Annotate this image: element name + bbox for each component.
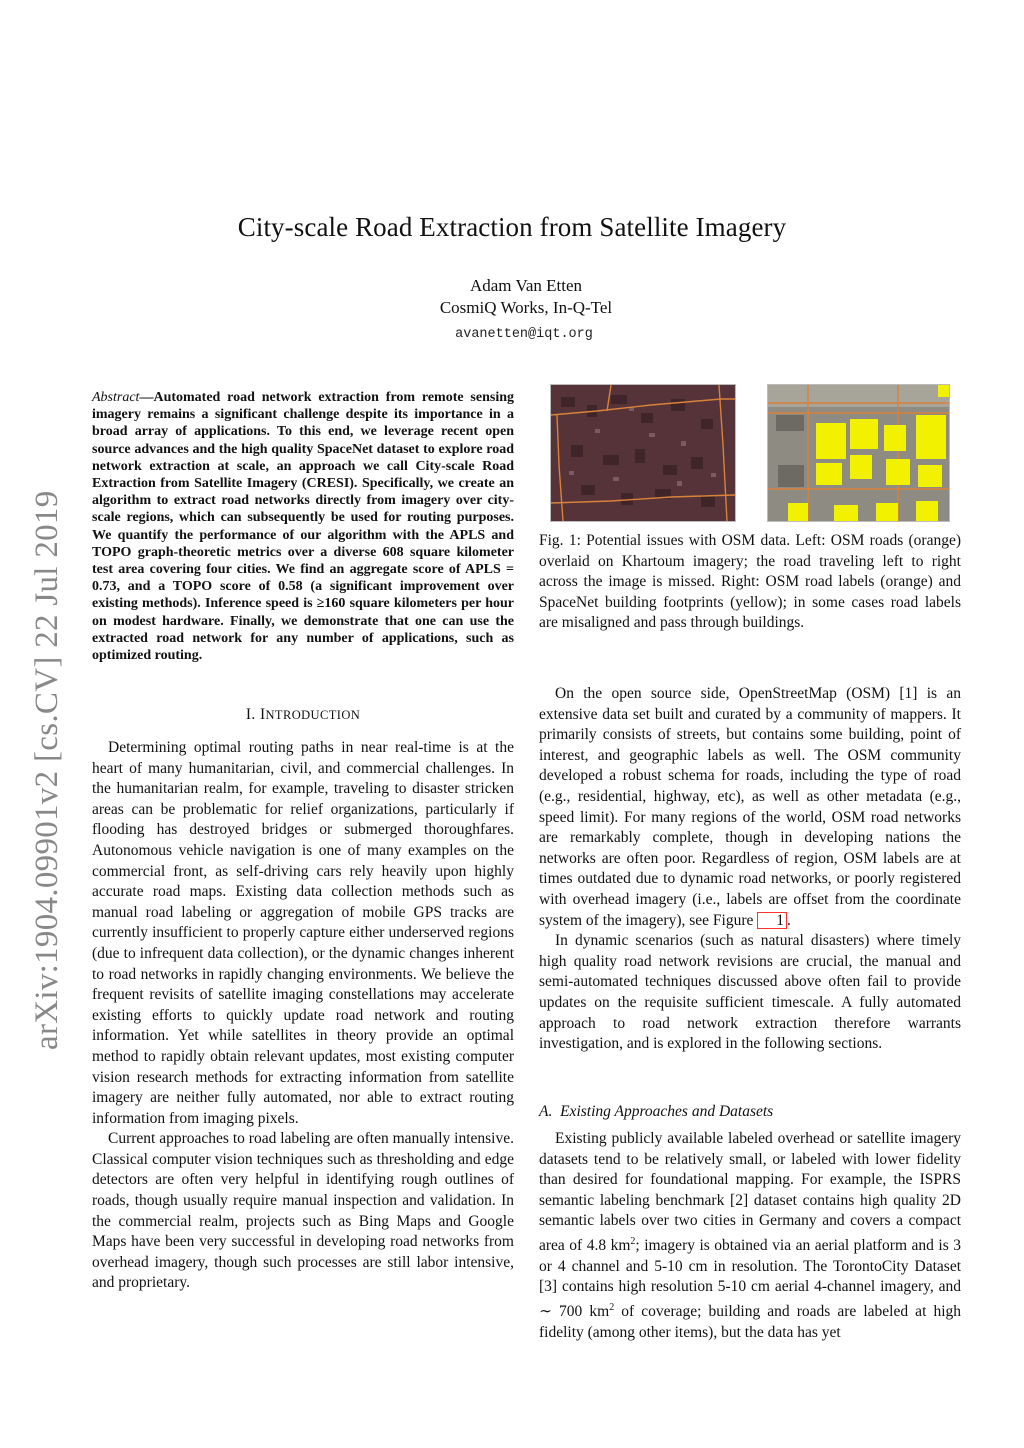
abstract-lead: Abstract [92, 390, 140, 405]
right-column-body [539, 684, 961, 1055]
arxiv-identifier[interactable]: arXiv:1904.09901v2 [cs.CV] 22 Jul 2019 [29, 490, 65, 1050]
introduction-body [92, 738, 514, 1294]
section-heading-introduction [92, 706, 514, 724]
abstract [92, 389, 514, 664]
osm-paragraph [539, 684, 961, 931]
section-title-rest: NTRODUCTION [265, 708, 361, 722]
author-affiliation: CosmiQ Works, In-Q-Tel [439, 298, 613, 317]
subsection-label: A. [539, 1103, 553, 1120]
datasets-text-a: Existing publicly available labeled overhead or satellite imagery datasets tend to be relatively small, or labeled with lower fidelity than desired for foundational mapping. For example, the ISPRS semantic labeling benchmark [2] dataset contains high quality 2D semantic labels over two cities in Germany and covers a compact area of 4.8 km [539, 1130, 961, 1255]
author-email[interactable]: avanetten@iqt.org [455, 327, 593, 342]
section-numeral: I. [245, 706, 256, 723]
osm-paragraph-end: . [786, 911, 791, 929]
khartoum-imagery-graphic [551, 385, 735, 521]
osm-paragraph-text: On the open source side, OpenStreetMap (OSM) [1] is an extensive data set built and curated by a community of mappers. It primarily consists of streets, but contains some building, point of interest, and geographic labels as well. The OSM community developed a robust schema for roads, including the type of road (e.g., residential, highway, etc), as well as other metadata (e.g., speed limit). For many regions of the world, OSM road networks are remarkably complete, though in developing nations the networks are often poor. Regardless of region, OSM labels are at times outdated due to dynamic road networks, or poorly registered with overhead imagery (i.e., labels are offset from the coordinate system of the imagery), see Figure [539, 685, 961, 929]
dynamic-scenarios-paragraph: In dynamic scenarios (such as natural disasters) where timely high quality road network revisions are crucial, the manual and semi-automated techniques discussed above often fail to provide updates on the requisite sufficient timescale. A fully automated approach to road network extraction therefore warrants investigation, and is explored in the following sections. [539, 932, 961, 1053]
subsection-heading [539, 1103, 773, 1121]
datasets-text-c: of coverage; building and roads are labeled at high fidelity (among other items), but the data has yet [539, 1303, 961, 1341]
superscript-km2-b: 2 [609, 1301, 615, 1313]
figure-1-reference-link[interactable]: 1 [757, 912, 787, 929]
datasets-paragraph [539, 1129, 961, 1343]
figure-khartoum-imagery [550, 384, 736, 522]
abstract-dash: — [139, 390, 154, 405]
abstract-text: Automated road network extraction from remote sensing imagery remains a significant challenge despite its importance in a broad array of applications. To this end, we leverage recent open source advances and the high quality SpaceNet dataset to explore road network extraction at scale, an approach we call City-scale Road Extraction from Satellite Imagery (CRESI). Specifically, we create an algorithm to extract road networks directly from imagery over city-scale regions, which can subsequently be used for routing purposes. We quantify the performance of our algorithm with the APLS and TOPO graph-theoretic metrics over a diverse 608 square kilometer test area covering four cities. We find an aggregate score of APLS = 0.73, and a TOPO score of 0.58 (a significant improvement over existing methods). Inference speed is ≥160 square kilometers per hour on modest hardware. Finally, we demonstrate that one can use the extracted road network for any number of applications, such as optimized routing. [92, 390, 514, 664]
author-name: Adam Van Etten [469, 276, 583, 295]
figure-building-footprints [767, 384, 950, 522]
datasets-text-b: ; imagery is obtained via an aerial platform and is 3 or 4 channel and 5-10 cm in resolution. The TorontoCity Dataset [3] contains high resolution 5-10 cm aerial 4-channel imagery, and ∼ 700 km [539, 1237, 961, 1321]
intro-paragraph-2: Current approaches to road labeling are often manually intensive. Classical computer vision techniques such as thresholding and edge detectors are often very helpful in identifying rough outlines of roads, though usually require manual inspection and validation. In the commercial realm, projects such as Bing Maps and Google Maps have been very successful in developing road networks from overhead imagery, though such processes are still labor intensive, and proprietary. [92, 1130, 514, 1292]
paper-title: City-scale Road Extraction from Satellite Imagery [237, 212, 787, 242]
subsection-title: Existing Approaches and Datasets [560, 1103, 774, 1120]
intro-paragraph-1: Determining optimal routing paths in near real-time is at the heart of many humanitarian, civil, and commercial challenges. In the humanitarian realm, for example, traveling to disaster stricken areas can be problematic for relief organizations, particularly if flooding has destroyed bridges or submerged thoroughfares. Autonomous vehicle navigation is one of many examples on the commercial front, as self-driving cars rely heavily upon highly accurate road maps. Existing data collection methods such as manual road labeling or aggregation of mobile GPS tracks are currently insufficient to properly capture either underserved regions (due to infrequent data collection), or the dynamic changes inherent to road networks in rapidly changing environments. We believe the frequent revisits of satellite imaging constellations may accelerate existing efforts to quickly update road network and routing information. Yet while satellites in theory provide an optimal method to rapidly obtain relevant updates, most existing computer vision research methods for extracting information from satellite imagery are neither fully automated, nor able to extract routing information from imaging pixels. [92, 739, 514, 1127]
building-footprints-graphic [768, 385, 949, 521]
figure-1-caption: Fig. 1: Potential issues with OSM data. Left: OSM roads (orange) overlaid on Khartoum imagery; the road traveling left to right across the image is missed. Right: OSM road labels (orange) and SpaceNet building footprints (yellow); in some cases road labels are misaligned and pass through buildings. [539, 532, 961, 632]
existing-datasets-body [539, 1129, 961, 1343]
superscript-km2-a: 2 [630, 1235, 636, 1247]
section-title-cap: I [259, 706, 266, 723]
